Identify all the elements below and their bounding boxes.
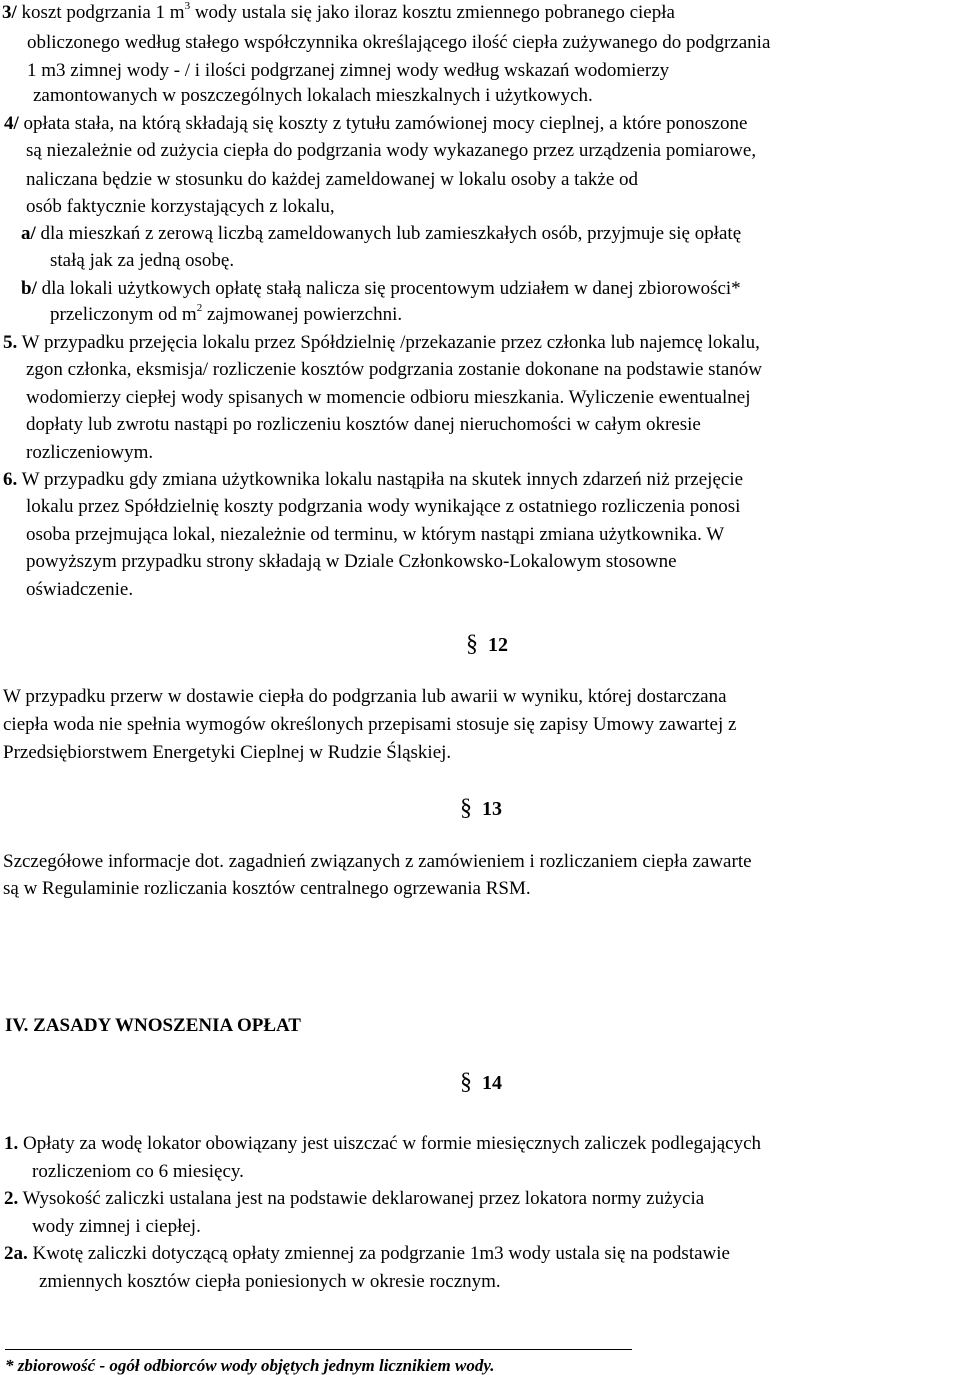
s12-line-1: W przypadku przerw w dostawie ciepła do podgrzania lub awarii w wyniku, której dostarczana bbox=[3, 686, 727, 707]
pa-line-2: stałą jak za jedną osobę. bbox=[50, 250, 235, 271]
p6-number: 6. bbox=[3, 469, 18, 490]
s14-item-1 bbox=[4, 1134, 761, 1153]
p6-text: W przypadku gdy zmiana użytkownika lokalu nastąpiła na skutek innych zdarzeń niż przejęcie bbox=[17, 469, 744, 490]
section-iv-title: IV. ZASADY WNOSZENIA OPŁAT bbox=[5, 1015, 301, 1036]
p5-line-5: rozliczeniowym. bbox=[26, 442, 154, 463]
p4-line-3: naliczana będzie w stosunku do każdej zameldowanej w lokalu osoby a także od bbox=[26, 169, 639, 190]
footnote: * zbiorowość - ogół odbiorców wody objętych jednym licznikiem wody. bbox=[5, 1356, 495, 1375]
s14-item-2 bbox=[4, 1189, 704, 1208]
section-14-heading bbox=[460, 1070, 502, 1094]
p4-line-2: są niezależnie od zużycia ciepła do podgrzania wody wykazanego przez urządzenia pomiarowe, bbox=[26, 140, 757, 161]
pb-line-2 bbox=[50, 302, 403, 325]
p5-text: W przypadku przejęcia lokalu przez Spółdzielnię /przekazanie przez członka lub najemcę lokalu, bbox=[17, 332, 760, 353]
pb-text-2: przeliczonym od m bbox=[50, 304, 197, 325]
p5-line-1 bbox=[3, 333, 760, 352]
pa-line-1 bbox=[21, 224, 741, 243]
p3-text: koszt podgrzania 1 m bbox=[21, 2, 185, 23]
p4-text: opłata stała, na którą składają się koszty z tytułu zamówionej mocy cieplnej, a które ponoszone bbox=[18, 113, 748, 134]
p4-line-1 bbox=[4, 114, 747, 133]
section-12-number: 12 bbox=[488, 634, 508, 656]
pa-letter: a/ bbox=[21, 223, 36, 244]
s12-line-2: ciepła woda nie spełnia wymogów określonych przepisami stosuje się zapisy Umowy zawartej z bbox=[3, 714, 737, 735]
section-13-number: 13 bbox=[482, 798, 502, 820]
pb-line-1 bbox=[21, 279, 741, 298]
pa-text: dla mieszkań z zerową liczbą zameldowanych lub zamieszkałych osób, przyjmuje się opłatę bbox=[35, 223, 742, 244]
p3-line-1 bbox=[2, 0, 675, 23]
paragraph-sign: § bbox=[466, 631, 478, 657]
s13-line-1: Szczegółowe informacje dot. zagadnień związanych z zamówieniem i rozliczaniem ciepła zawarte bbox=[3, 851, 752, 872]
section-12-heading bbox=[466, 632, 508, 656]
p5-line-2: zgon członka, eksmisja/ rozliczenie kosztów podgrzania zostanie dokonane na podstawie stanów bbox=[26, 359, 763, 380]
s14-item-2a bbox=[4, 1244, 730, 1263]
s13-line-2: są w Regulaminie rozliczania kosztów centralnego ogrzewania RSM. bbox=[3, 878, 531, 899]
item-2a-text: Kwotę zaliczki dotyczącą opłaty zmiennej za podgrzanie 1m3 wody ustala się na podstawie bbox=[27, 1243, 730, 1264]
p3-line-3: 1 m3 zimnej wody - / i ilości podgrzanej zimnej wody według wskazań wodomierzy bbox=[27, 60, 670, 81]
p4-line-4: osób faktycznie korzystających z lokalu, bbox=[26, 196, 335, 217]
paragraph-sign: § bbox=[460, 795, 472, 821]
p6-line-1 bbox=[3, 470, 743, 489]
item-2-text: Wysokość zaliczki ustalana jest na podstawie deklarowanej przez lokatora normy zużycia bbox=[18, 1188, 705, 1209]
p3-number: 3/ bbox=[2, 2, 17, 23]
s14-item-1-line-2: rozliczeniom co 6 miesięcy. bbox=[32, 1161, 244, 1182]
p6-line-5: oświadczenie. bbox=[26, 579, 134, 600]
p5-line-4: dopłaty lub zwrotu nastąpi po rozliczeniu kosztów danej nieruchomości w całym okresie bbox=[26, 414, 701, 435]
s12-line-3: Przedsiębiorstwem Energetyki Cieplnej w Rudzie Śląskiej. bbox=[3, 742, 452, 763]
section-14-number: 14 bbox=[482, 1072, 502, 1094]
p6-line-4: powyższym przypadku strony składają w Dziale Członkowsko-Lokalowym stosowne bbox=[26, 551, 677, 572]
pb-text-3: zajmowanej powierzchni. bbox=[202, 304, 403, 325]
s14-item-2-line-2: wody zimnej i ciepłej. bbox=[32, 1216, 201, 1237]
p3-text-cont: wody ustala się jako iloraz kosztu zmiennego pobranego ciepła bbox=[190, 2, 675, 23]
p6-line-2: lokalu przez Spółdzielnię koszty podgrzania wody wynikające z ostatniego rozliczenia ponosi bbox=[26, 496, 741, 517]
p5-number: 5. bbox=[3, 332, 18, 353]
p6-line-3: osoba przejmująca lokal, niezależnie od terminu, w którym nastąpi zmiana użytkownika. W bbox=[26, 524, 725, 545]
paragraph-sign: § bbox=[460, 1069, 472, 1095]
pb-letter: b/ bbox=[21, 278, 37, 299]
p5-line-3: wodomierzy ciepłej wody spisanych w momencie odbioru mieszkania. Wyliczenie ewentualnej bbox=[26, 387, 751, 408]
footnote-divider bbox=[5, 1349, 632, 1350]
section-13-heading bbox=[460, 796, 502, 820]
p4-number: 4/ bbox=[4, 113, 19, 134]
item-1-text: Opłaty za wodę lokator obowiązany jest uiszczać w formie miesięcznych zaliczek podlegających bbox=[18, 1133, 762, 1154]
superscript: 2 bbox=[196, 302, 203, 314]
pb-text: dla lokali użytkowych opłatę stałą nalicza się procentowym udziałem w danej zbiorowości* bbox=[36, 278, 741, 299]
item-1-number: 1. bbox=[4, 1133, 19, 1154]
superscript: 3 bbox=[184, 0, 191, 12]
p3-line-2: obliczonego według stałego współczynnika określającego ilość ciepła zużywanego do podgrzania bbox=[27, 32, 771, 53]
item-2-number: 2. bbox=[4, 1188, 19, 1209]
item-2a-number: 2a. bbox=[4, 1243, 28, 1264]
s14-item-2a-line-2: zmiennych kosztów ciepła poniesionych w okresie rocznym. bbox=[39, 1271, 501, 1292]
p3-line-4: zamontowanych w poszczególnych lokalach mieszkalnych i użytkowych. bbox=[33, 85, 593, 106]
